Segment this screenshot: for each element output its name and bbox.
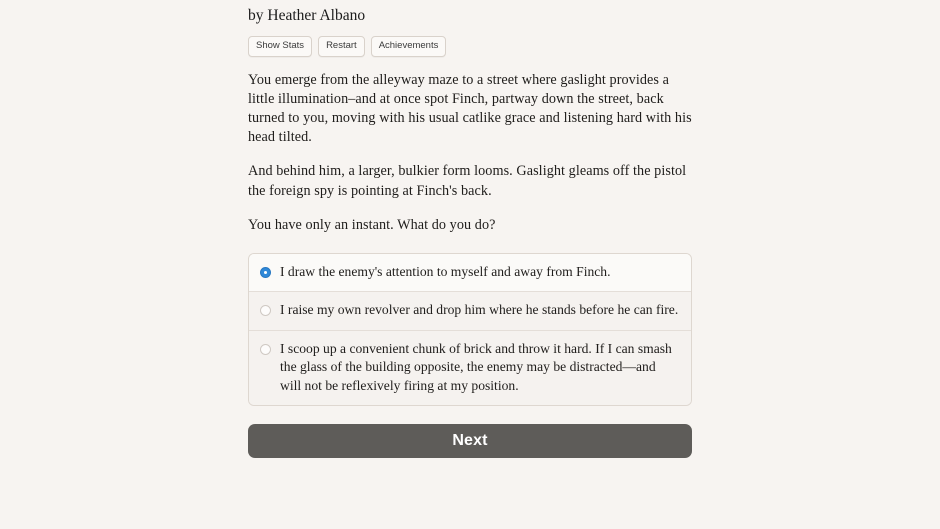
choice-label: I scoop up a convenient chunk of brick and throw it hard. If I can smash the glass of the building opposite, the enemy may be distracted—and will not be reflexively firing at my position. bbox=[280, 340, 672, 393]
story-paragraph: You have only an instant. What do you do? bbox=[248, 216, 496, 233]
choice-option[interactable] bbox=[249, 330, 691, 405]
choice-option[interactable] bbox=[249, 291, 691, 329]
story-text bbox=[248, 71, 692, 235]
choice-label: I raise my own revolver and drop him where he stands before he can fire. bbox=[280, 302, 679, 318]
byline: by Heather Albano bbox=[248, 7, 366, 24]
next-button[interactable]: Next bbox=[248, 424, 692, 458]
radio-icon[interactable] bbox=[260, 305, 271, 316]
choice-list bbox=[248, 253, 692, 406]
show-stats-button[interactable]: Show Stats bbox=[248, 36, 312, 57]
radio-icon-selected[interactable] bbox=[260, 267, 271, 278]
choice-option[interactable] bbox=[249, 254, 691, 291]
story-paragraph: And behind him, a larger, bulkier form looms. Gaslight gleams off the pistol the foreign spy is pointing at Finch's back. bbox=[248, 163, 687, 199]
toolbar bbox=[248, 36, 692, 57]
achievements-button[interactable]: Achievements bbox=[371, 36, 447, 57]
story-paragraph: You emerge from the alleyway maze to a street where gaslight provides a little illumination–and at once spot Finch, partway down the street, back turned to you, moving with his usual catlike grace and listening hard with his head tilted. bbox=[248, 71, 692, 146]
next-button-wrapper bbox=[248, 424, 692, 458]
restart-button[interactable]: Restart bbox=[318, 36, 365, 57]
content-column bbox=[248, 0, 692, 458]
choice-label: I draw the enemy's attention to myself and away from Finch. bbox=[280, 263, 611, 279]
radio-icon[interactable] bbox=[260, 344, 271, 355]
